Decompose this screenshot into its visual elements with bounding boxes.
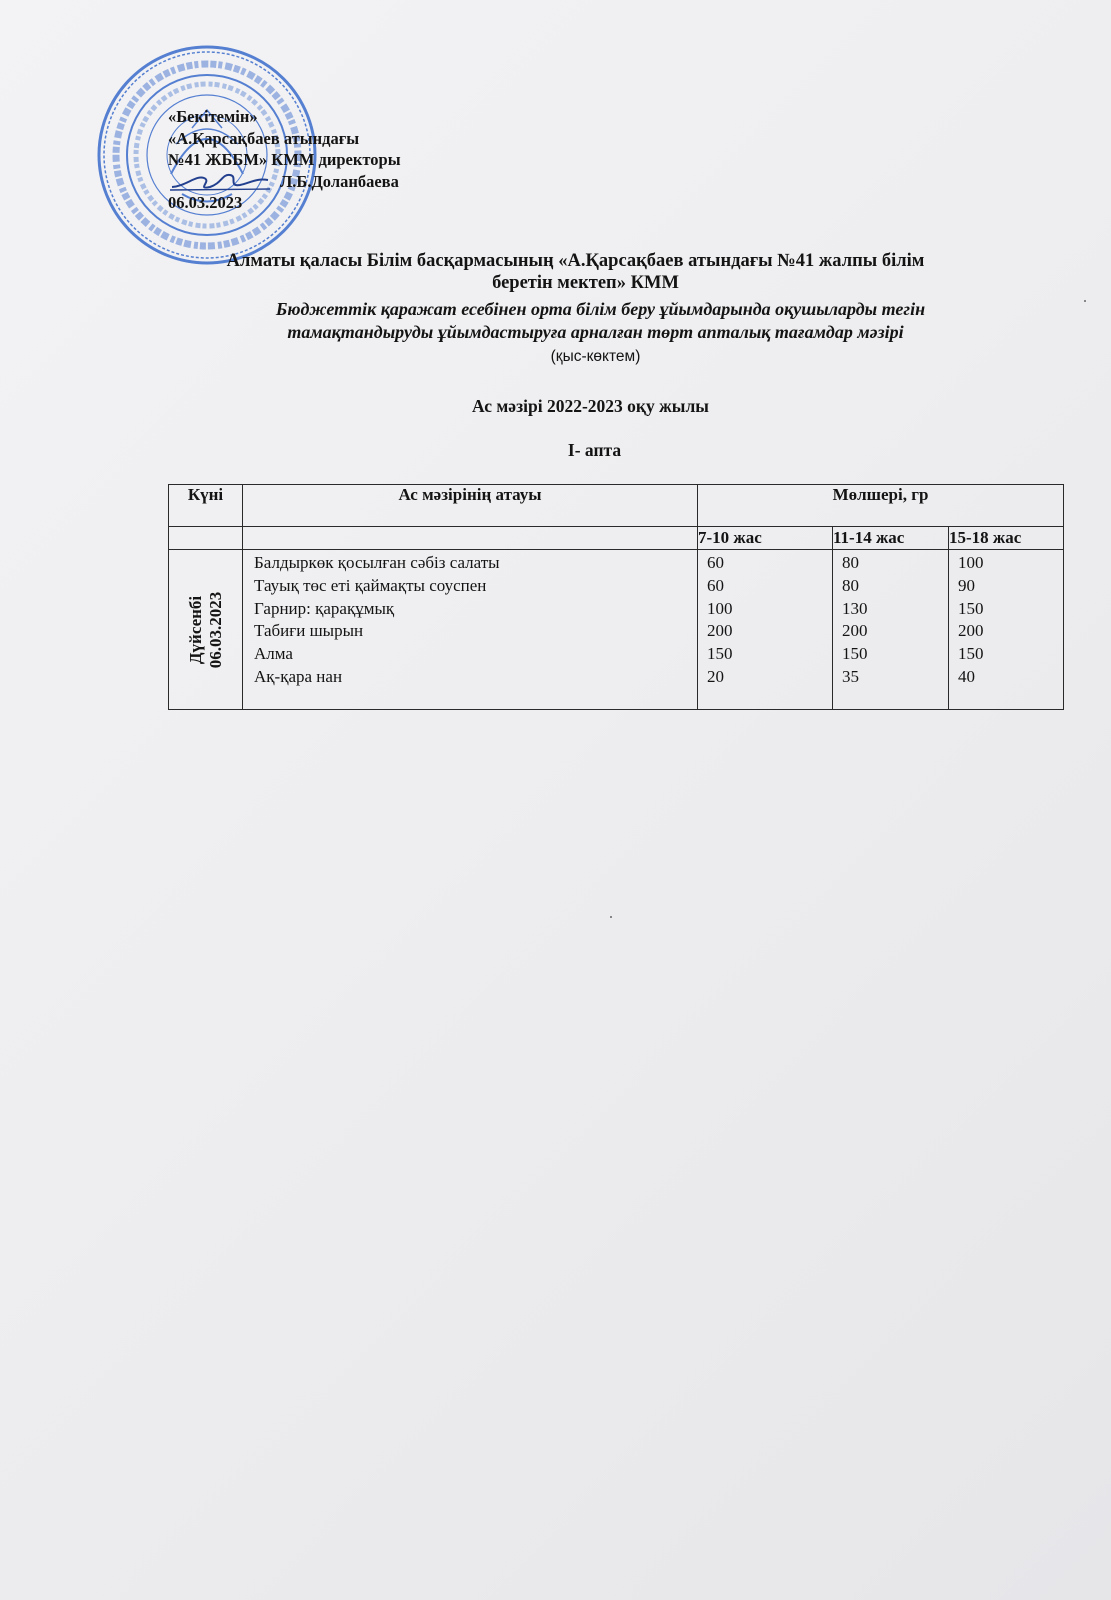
- amount-value: 200: [707, 621, 733, 641]
- paper-speck: [1084, 300, 1086, 302]
- header-dish: Ас мәзірінің атауы: [243, 485, 698, 527]
- amount-value: 200: [958, 621, 984, 641]
- approval-line-2: №41 ЖББМ» КММ директоры: [168, 150, 401, 169]
- amount-value: 150: [958, 598, 984, 618]
- paper-speck: [610, 916, 612, 918]
- subtitle-line-1: Бюджеттік қаражат есебінен орта білім беру ұйымдарында оқушыларды тегін: [275, 299, 926, 319]
- amount-value: 80: [842, 553, 859, 572]
- header-age-11-14: 11-14 жас: [833, 527, 949, 550]
- amount-value: 200: [842, 621, 868, 641]
- season-label: (қыс-көктем): [550, 348, 641, 365]
- school-heading-line-1: Алматы қаласы Білім басқармасының «А.Қарсақбаев атындағы №41 жалпы білім: [226, 251, 925, 271]
- dish-item: Ақ-қара нан: [254, 666, 343, 686]
- amount-value: 60: [707, 575, 724, 595]
- table-header-row: [169, 485, 1064, 527]
- dish-list: [243, 550, 698, 710]
- menu-table: [168, 484, 1064, 710]
- day-cell: [169, 550, 243, 710]
- subtitle-line-2: тамақтандыруды ұйымдастыруға арналған төрт апталық тағамдар мәзірі: [287, 322, 904, 342]
- header-age-7-10: 7-10 жас: [698, 527, 833, 550]
- approval-line-1: «А.Қарсақбаев атындағы: [168, 128, 360, 148]
- approval-signatory: Л.Б.Доланбаева: [280, 171, 399, 191]
- subheader-empty-dish: [243, 527, 698, 550]
- amount-value: 100: [958, 553, 984, 572]
- school-heading-line-2: беретін мектеп» КММ: [492, 273, 679, 293]
- header-amount: Мөлшері, гр: [698, 485, 1064, 527]
- approval-title: «Бекітемін»: [168, 107, 258, 126]
- amount-value: 35: [842, 666, 859, 686]
- amount-value: 150: [958, 644, 984, 664]
- amount-value: 40: [958, 666, 975, 686]
- amounts-15-18: [949, 550, 1064, 710]
- amount-value: 20: [707, 666, 724, 686]
- amount-value: 80: [842, 575, 859, 595]
- document-subtitle: [0, 298, 1111, 344]
- amounts-11-14: [833, 550, 949, 710]
- approval-block: [168, 106, 401, 214]
- menu-year-title: Ас мәзірі 2022-2023 оқу жылы: [472, 396, 709, 416]
- dish-item: Балдыркөк қосылған сәбіз салаты: [254, 553, 500, 572]
- amount-value: 90: [958, 575, 975, 595]
- dish-item: Гарнир: қарақұмық: [254, 598, 395, 618]
- approval-signature-row: [168, 171, 401, 193]
- day-date: 06.03.2023: [205, 591, 225, 668]
- signature: [168, 171, 272, 192]
- dish-item: Алма: [254, 644, 293, 664]
- amounts-7-10: [698, 550, 833, 710]
- approval-date: 06.03.2023: [168, 193, 243, 212]
- school-heading: [0, 250, 1111, 294]
- table-row: [169, 550, 1064, 710]
- week-label: І- апта: [567, 440, 622, 460]
- table-subheader-row: [169, 527, 1064, 550]
- amount-value: 100: [707, 598, 733, 618]
- header-day: Күні: [169, 485, 243, 527]
- amount-value: 150: [707, 644, 733, 664]
- subheader-empty-day: [169, 527, 243, 550]
- header-age-15-18: 15-18 жас: [949, 527, 1064, 550]
- amount-value: 60: [707, 553, 724, 572]
- day-name: Дүйсенбі: [185, 595, 205, 664]
- amount-value: 130: [842, 598, 868, 618]
- dish-item: Табиғи шырын: [254, 621, 364, 641]
- dish-item: Тауық төс еті қаймақты соуспен: [254, 575, 487, 595]
- amount-value: 150: [842, 644, 868, 664]
